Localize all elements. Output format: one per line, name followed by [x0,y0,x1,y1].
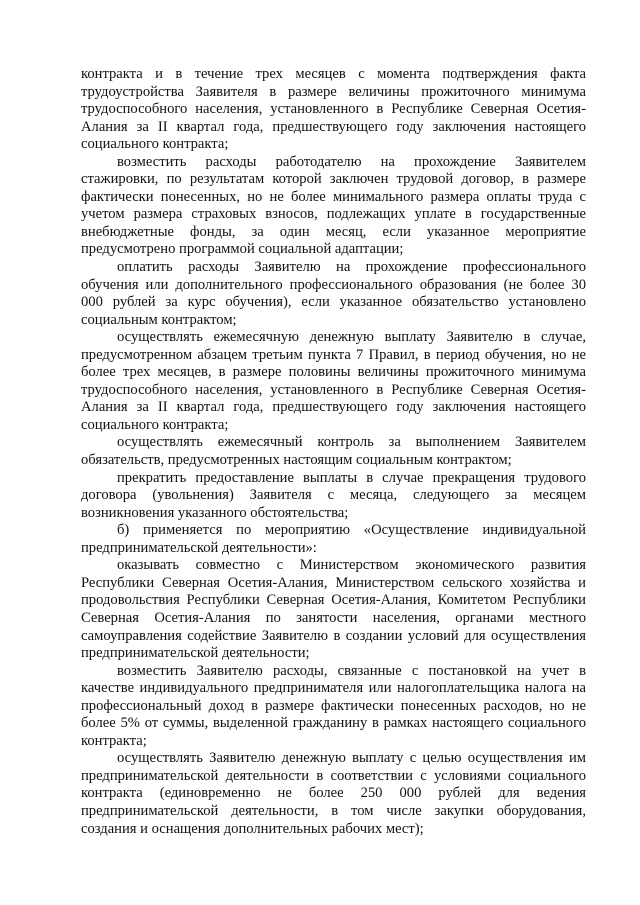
paragraph-monthly-control: осуществлять ежемесячный контроль за выполнением Заявителем обязательств, предусмотренных настоящим социальным контрактом; [81,434,586,469]
paragraph-business-payment: осуществлять Заявителю денежную выплату с целью осуществления им предпринимательской деятельности в соответствии с условиями социального контракта (единовременно не более 250 000 рублей для ведения предпринимательской деятельности, в том числе закупки оборудования, создания и оснащения дополнительных рабочих мест); [81,750,586,837]
paragraph-assistance: оказывать совместно с Министерством экономического развития Республики Северная Осетия-Алания, Министерством сельского хозяйства и продовольствия Республики Северная Осетия-Алания, Комитетом Республики Северная Осетия-Алания по занятости населения, органами местного самоуправления содействие Заявителю в создании условий для осуществления предпринимательской деятельности; [81,557,586,662]
paragraph-registration-reimbursement: возместить Заявителю расходы, связанные с постановкой на учет в качестве индивидуального предпринимателя или налогоплательщика налога на профессиональный доход в размере фактически понесенных расходов, но не более 5% от суммы, выделенной гражданину в рамках настоящего социального контракта; [81,662,586,749]
paragraph-contract-continuation: контракта и в течение трех месяцев с момента подтверждения факта трудоустройства Заявителя в размере величины прожиточного минимума трудоспособного населения, установленного в Республике Северная Осетия-Алания за II квартал года, предшествующего году заключения настоящего социального контракта; [81,66,586,153]
paragraph-termination: прекратить предоставление выплаты в случае прекращения трудового договора (увольнения) Заявителя с месяца, следующего за месяцем возникновения указанного обстоятельства; [81,469,586,521]
paragraph-section-b-heading: б) применяется по мероприятию «Осуществление индивидуальной предпринимательской деятельности»: [81,522,586,556]
paragraph-internship-reimbursement: возместить расходы работодателю на прохождение Заявителем стажировки, по результатам которой заключен трудовой договор, в размере фактически понесенных, но не более минимального размера оплаты труда с учетом размера страховых взносов, подлежащих уплате в государственные внебюджетные фонды, за один месяц, если указанное мероприятие предусмотрено программой социальной адаптации; [81,153,586,258]
document-body [81,66,586,838]
paragraph-training-payment: оплатить расходы Заявителю на прохождение профессионального обучения или дополнительного профессионального образования (не более 30 000 рублей за курс обучения), если указанное обязательство установлено социальным контрактом; [81,259,586,328]
paragraph-monthly-payment: осуществлять ежемесячную денежную выплату Заявителю в случае, предусмотренном абзацем третьим пункта 7 Правил, в период обучения, но не более трех месяцев, в размере половины величины прожиточного минимума трудоспособного населения, установленного в Республике Северная Осетия-Алания за II квартал года, предшествующего году заключения настоящего социального контракта; [81,329,586,433]
